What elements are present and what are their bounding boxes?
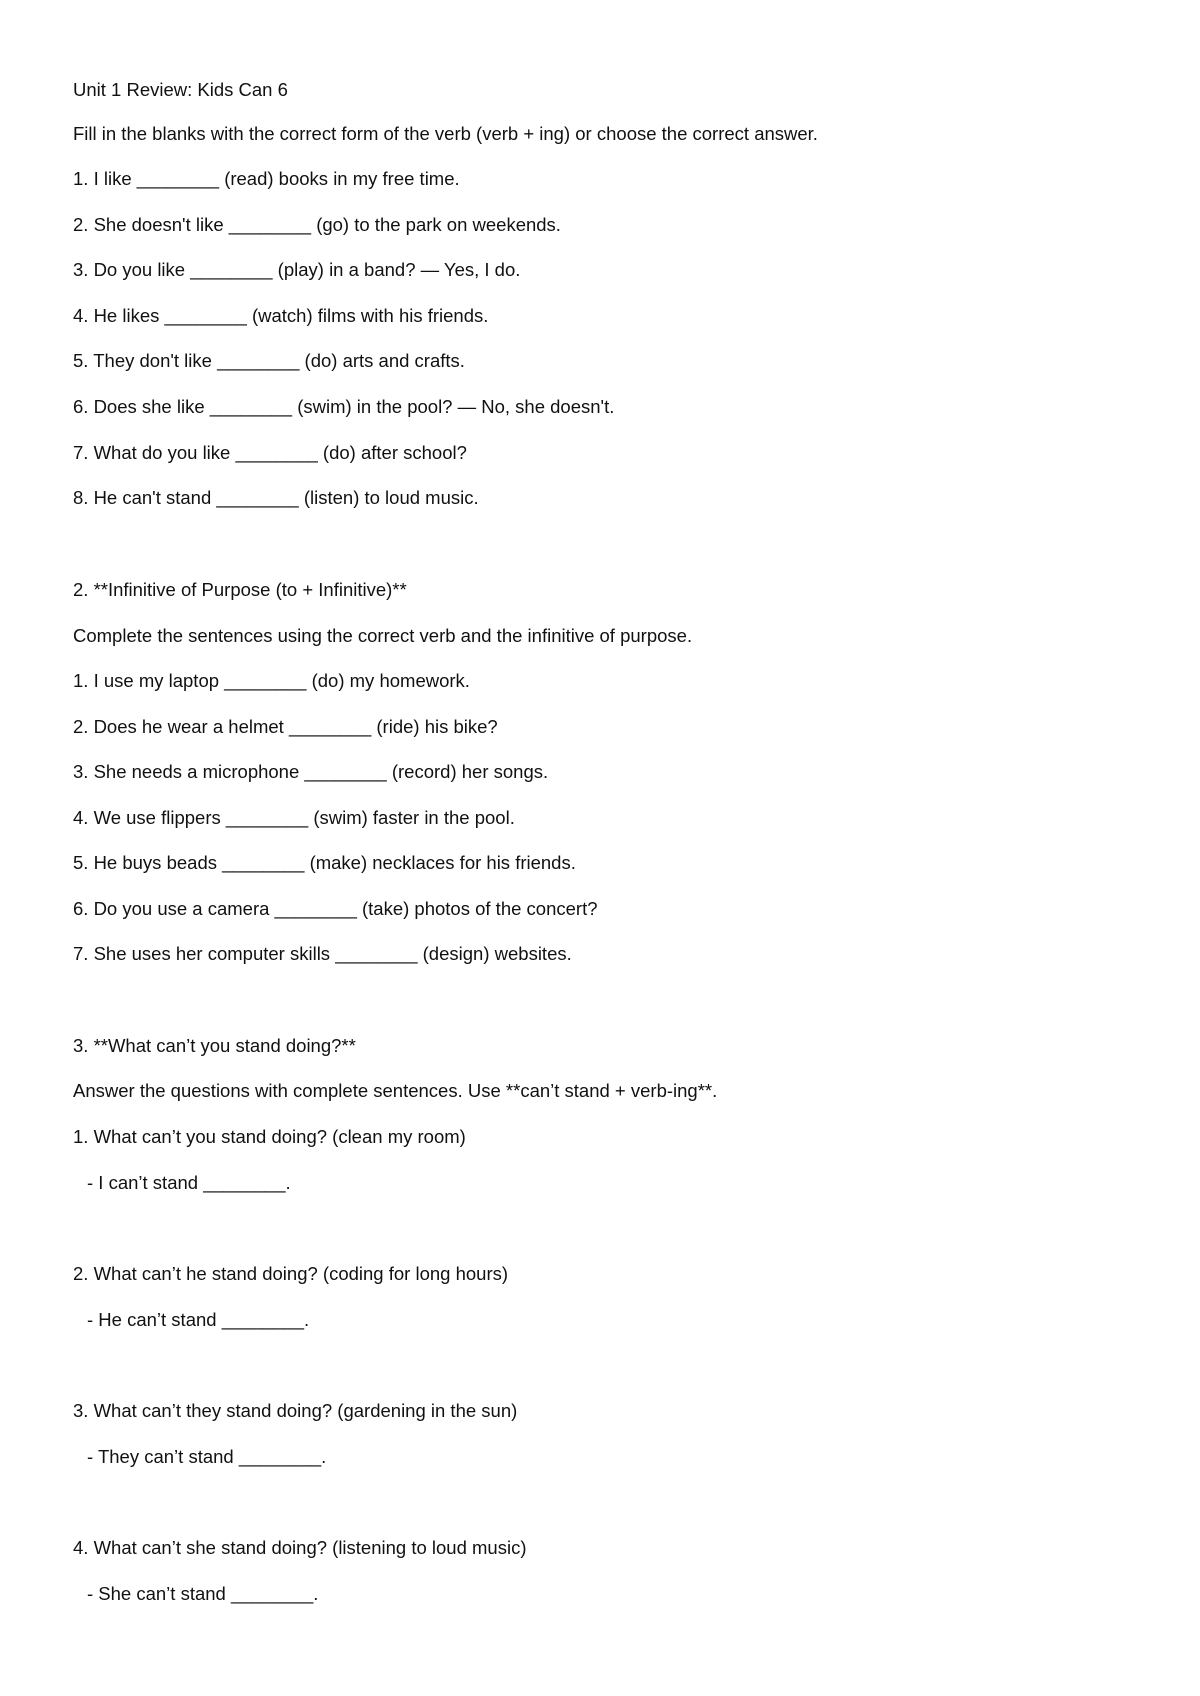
section3-instruction: Answer the questions with complete sentences. Use **can’t stand + verb-ing**. bbox=[73, 1080, 718, 1101]
section3-answer-3: - They can’t stand ________. bbox=[87, 1446, 327, 1467]
section3-question-4: 4. What can’t she stand doing? (listening to loud music) bbox=[73, 1537, 527, 1558]
section3-answer-2: - He can’t stand ________. bbox=[87, 1309, 310, 1330]
section2-item-7: 7. She uses her computer skills ________ (design) websites. bbox=[73, 943, 572, 964]
section2-item-1: 1. I use my laptop ________ (do) my homework. bbox=[73, 670, 470, 691]
section1-item-2: 2. She doesn't like ________ (go) to the park on weekends. bbox=[73, 214, 561, 235]
section3-answer-1: - I can’t stand ________. bbox=[87, 1172, 291, 1193]
section1-item-1: 1. I like ________ (read) books in my free time. bbox=[73, 168, 460, 189]
section1-item-8: 8. He can't stand ________ (listen) to loud music. bbox=[73, 487, 479, 508]
section1-instruction: Fill in the blanks with the correct form of the verb (verb + ing) or choose the correct answer. bbox=[73, 123, 818, 144]
page-title: Unit 1 Review: Kids Can 6 bbox=[73, 79, 288, 100]
section3-question-2: 2. What can’t he stand doing? (coding for long hours) bbox=[73, 1263, 509, 1284]
section3-question-3: 3. What can’t they stand doing? (gardening in the sun) bbox=[73, 1400, 518, 1421]
section1-item-5: 5. They don't like ________ (do) arts and crafts. bbox=[73, 350, 465, 371]
section2-item-4: 4. We use flippers ________ (swim) faster in the pool. bbox=[73, 807, 515, 828]
section2-item-6: 6. Do you use a camera ________ (take) photos of the concert? bbox=[73, 898, 598, 919]
section2-instruction: Complete the sentences using the correct verb and the infinitive of purpose. bbox=[73, 625, 693, 646]
section3-question-1: 1. What can’t you stand doing? (clean my room) bbox=[73, 1126, 466, 1147]
section2-item-2: 2. Does he wear a helmet ________ (ride) his bike? bbox=[73, 716, 498, 737]
section2-heading: 2. **Infinitive of Purpose (to + Infinitive)** bbox=[73, 579, 407, 600]
section2-item-3: 3. She needs a microphone ________ (record) her songs. bbox=[73, 761, 549, 782]
section3-heading: 3. **What can’t you stand doing?** bbox=[73, 1035, 356, 1056]
section2-item-5: 5. He buys beads ________ (make) necklaces for his friends. bbox=[73, 852, 576, 873]
section1-item-4: 4. He likes ________ (watch) films with his friends. bbox=[73, 305, 489, 326]
section1-item-7: 7. What do you like ________ (do) after school? bbox=[73, 442, 467, 463]
section1-item-6: 6. Does she like ________ (swim) in the pool? — No, she doesn't. bbox=[73, 396, 615, 417]
section1-item-3: 3. Do you like ________ (play) in a band? — Yes, I do. bbox=[73, 259, 521, 280]
section3-answer-4: - She can’t stand ________. bbox=[87, 1583, 319, 1604]
